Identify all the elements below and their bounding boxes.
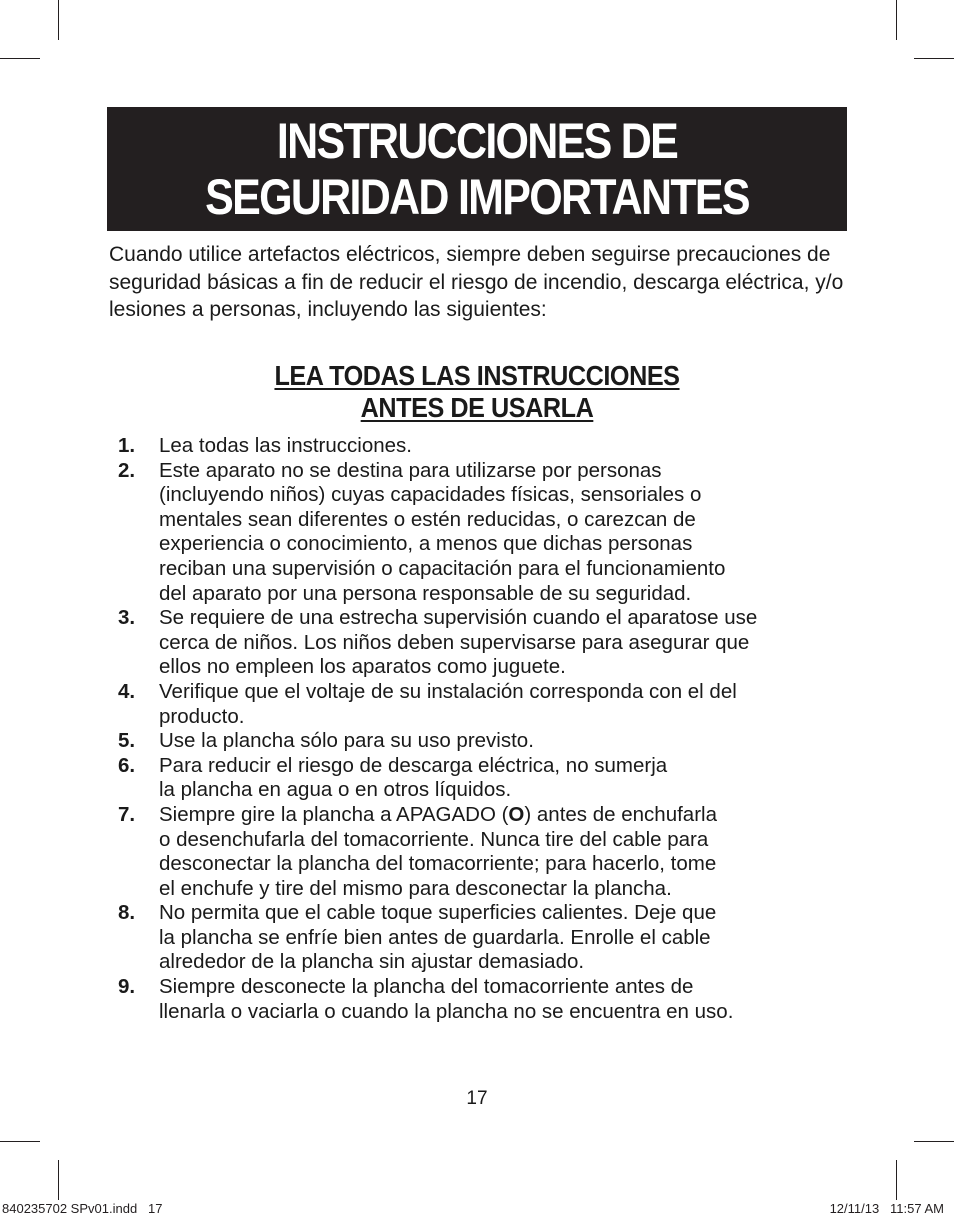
slug-datetime: 12/11/13 11:57 AM: [829, 1201, 944, 1216]
item-text: Para reducir el riesgo de descarga eléctrica, no sumerja la plancha en agua o en otros líquidos.: [159, 753, 668, 802]
item-text: Siempre desconecte la plancha del tomacorriente antes de llenarla o vaciarla o cuando la plancha no se encuentra en uso.: [159, 975, 734, 1023]
page-number: 17: [466, 1088, 488, 1109]
item-text: Use la plancha sólo para su uso previsto.: [159, 729, 534, 753]
item-text: [159, 803, 838, 901]
crop-mark-bottom-right: [896, 1160, 897, 1200]
item-text-after: ) antes de enchufarla o desenchufarla del tomacorriente. Nunca tire del cable para desconectar la plancha del tomacorriente; para hacerlo, tome el enchufe y tire del mismo para desconectar la plancha.: [159, 802, 717, 900]
item-number: 9.: [118, 975, 136, 999]
item-number: 1.: [118, 434, 136, 457]
crop-mark-bottom-left: [58, 1160, 59, 1200]
title-banner: [107, 107, 847, 231]
crop-mark-top-right: [896, 0, 897, 40]
crop-mark-top-right-h: [914, 58, 954, 59]
item-number: 7.: [118, 802, 136, 826]
slug-file: 840235702 SPv01.indd 17: [2, 1201, 163, 1216]
list-item: [118, 729, 838, 754]
item-text: Verifique que el voltaje de su instalación corresponda con el del producto.: [159, 679, 737, 728]
list-item: [118, 754, 838, 803]
subheading-line-1: LEA TODAS LAS INSTRUCCIONES: [274, 360, 680, 391]
crop-mark-top-left: [58, 0, 59, 40]
item-text: Se requiere de una estrecha supervisión cuando el aparatose use cerca de niños. Los niños deben supervisarse para asegurar que ellos no empleen los aparatos como juguete.: [159, 606, 758, 679]
item-number: 5.: [118, 729, 136, 753]
list-item: [118, 975, 838, 1024]
list-item: [118, 459, 838, 607]
item-number: 6.: [118, 753, 136, 777]
item-number: 4.: [118, 679, 136, 703]
list-item: [118, 606, 838, 680]
off-symbol: O: [508, 802, 525, 826]
list-item: [118, 434, 838, 459]
item-text: Este aparato no se destina para utilizarse por personas (incluyendo niños) cuyas capacidades físicas, sensoriales o mentales sean diferentes o estén reducidas, o carezcan de experiencia o conocimiento, a menos que dichas personas reciban una supervisión o capacitación para el funcionamiento del aparato por una persona responsable de su seguridad.: [159, 458, 726, 605]
list-item: [118, 901, 838, 975]
item-text: Lea todas las instrucciones.: [159, 434, 412, 457]
item-text-before: Siempre gire la plancha a APAGADO (: [159, 802, 509, 826]
item-number: 2.: [118, 458, 136, 482]
subheading: [107, 360, 847, 424]
subheading-line-2: ANTES DE USARLA: [360, 392, 594, 423]
crop-mark-top-left-h: [0, 58, 40, 59]
list-item: [118, 803, 838, 901]
crop-mark-bottom-right-h: [914, 1141, 954, 1142]
title-line-2: SEGURIDAD IMPORTANTES: [205, 169, 749, 225]
item-number: 3.: [118, 606, 136, 630]
title-line-1: INSTRUCCIONES DE: [276, 113, 678, 169]
intro-paragraph: Cuando utilice artefactos eléctricos, siempre deben seguirse precauciones de seguridad básicas a fin de reducir el riesgo de incendio, descarga eléctrica, y/o lesiones a personas, incluyendo las siguientes:: [109, 243, 844, 321]
item-text: No permita que el cable toque superficies calientes. Deje que la plancha se enfríe bien antes de guardarla. Enrolle el cable alrededor de la plancha sin ajustar demasiado.: [159, 901, 717, 974]
safety-instructions-list: [118, 434, 838, 1024]
list-item: [118, 680, 838, 729]
item-number: 8.: [118, 901, 136, 925]
crop-mark-bottom-left-h: [0, 1141, 40, 1142]
